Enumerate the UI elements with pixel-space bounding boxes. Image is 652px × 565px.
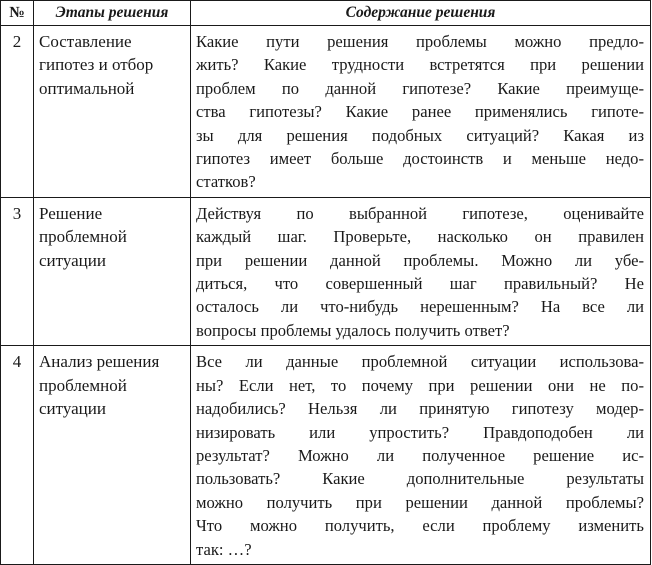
table-row bbox=[1, 26, 651, 198]
stage-cell bbox=[34, 26, 191, 198]
content-line: можно получить при решении данной проблемы? bbox=[196, 492, 644, 512]
stage-line: Составление bbox=[39, 32, 132, 51]
header-number: № bbox=[1, 1, 34, 26]
content-cell bbox=[191, 26, 651, 198]
content-line: жить? Какие трудности встретятся при решении bbox=[196, 55, 644, 75]
table-row bbox=[1, 346, 651, 565]
stage-line: Анализ решения bbox=[39, 352, 160, 372]
header-row bbox=[1, 1, 651, 26]
table-header bbox=[1, 1, 651, 26]
content-line: вопросы проблемы удалось получить ответ? bbox=[196, 320, 510, 340]
content-line: зы для решения подобных ситуаций? Какая из bbox=[196, 125, 644, 145]
content-line: надобились? Нельзя ли принятую гипотезу модер- bbox=[196, 399, 644, 419]
content-line: ны? Если нет, то почему при решении они не по- bbox=[196, 375, 644, 395]
content-line: Все ли данные проблемной ситуации использова- bbox=[196, 352, 644, 372]
stage-line: оптимальной bbox=[39, 78, 135, 98]
content-line: проблем по данной гипотезе? Какие преимуще- bbox=[196, 78, 644, 98]
stage-line: ситуации bbox=[39, 399, 106, 419]
content-line: при решении данной проблемы. Можно ли убе- bbox=[196, 250, 644, 270]
content-line: каждый шаг. Проверьте, насколько он правилен bbox=[196, 227, 644, 247]
content-line: Действуя по выбранной гипотезе, оценивайте bbox=[196, 203, 644, 223]
content-line: статков? bbox=[196, 172, 256, 192]
content-line: пользовать? Какие дополнительные результаты bbox=[196, 469, 644, 489]
content-line: низировать или упростить? Правдоподобен ли bbox=[196, 422, 644, 442]
row-number: 4 bbox=[1, 346, 34, 565]
stage-cell bbox=[34, 197, 191, 345]
stage-line: Решение bbox=[39, 203, 103, 223]
content-cell bbox=[191, 197, 651, 345]
content-line: так: …? bbox=[196, 539, 252, 559]
stage-line: гипотез и отбор bbox=[39, 55, 154, 75]
content-line: осталось ли что-нибудь нерешенным? На все ли bbox=[196, 297, 644, 317]
content-line: Что можно получить, если проблему изменить bbox=[196, 516, 644, 536]
header-stage: Этапы решения bbox=[34, 1, 191, 26]
row-number: 2 bbox=[1, 26, 34, 198]
content-line: диться, что совершенный шаг правильный? Не bbox=[196, 274, 644, 294]
stage-cell bbox=[34, 346, 191, 565]
content-line: результат? Можно ли полученное решение ис- bbox=[196, 445, 644, 465]
stage-line: проблемной bbox=[39, 375, 127, 395]
header-content: Содержание решения bbox=[191, 1, 651, 26]
table-body bbox=[1, 26, 651, 565]
content-cell bbox=[191, 346, 651, 565]
content-line: Какие пути решения проблемы можно предло- bbox=[196, 32, 644, 51]
content-line: гипотез имеет больше достоинств и меньше недо- bbox=[196, 149, 644, 169]
row-number: 3 bbox=[1, 197, 34, 345]
content-line: ства гипотезы? Какие ранее применялись гипоте- bbox=[196, 102, 644, 122]
table-row bbox=[1, 197, 651, 345]
stage-line: проблемной bbox=[39, 227, 127, 247]
stage-line: ситуации bbox=[39, 250, 106, 270]
